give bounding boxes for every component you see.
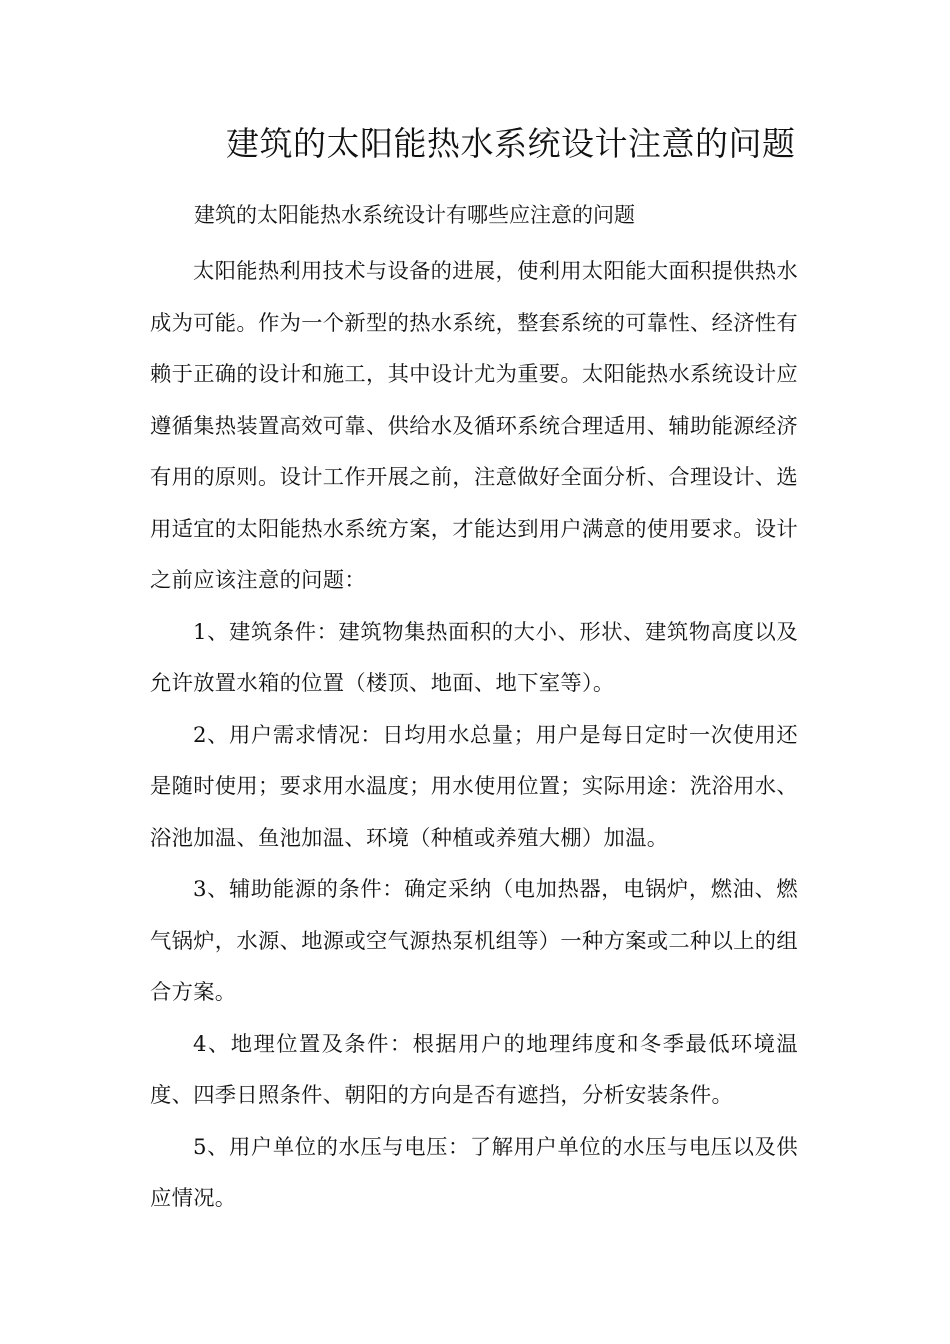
document-body [150, 246, 798, 1225]
paragraph-item-2: 2、用户需求情况：日均用水总量；用户是每日定时一次使用还是随时使用；要求用水温度；用水使用位置；实际用途：洗浴用水、浴池加温、鱼池加温、环境（种植或养殖大棚）加温。 [150, 722, 798, 851]
document-title: 建筑的太阳能热水系统设计注意的问题 [226, 124, 796, 163]
document-subtitle: 建筑的太阳能热水系统设计有哪些应注意的问题 [194, 203, 635, 227]
paragraph-item-4: 4、地理位置及条件：根据用户的地理纬度和冬季最低环境温度、四季日照条件、朝阳的方向是否有遮挡，分析安装条件。 [150, 1031, 798, 1108]
paragraph-item-5: 5、用户单位的水压与电压：了解用户单位的水压与电压以及供应情况。 [150, 1134, 798, 1211]
paragraph-item-3: 3、辅助能源的条件：确定采纳（电加热器，电锅炉，燃油、燃气锅炉，水源、地源或空气源热泵机组等）一种方案或二种以上的组合方案。 [150, 877, 798, 1005]
paragraph-item-1: 1、建筑条件：建筑物集热面积的大小、形状、建筑物高度以及允许放置水箱的位置（楼顶、地面、地下室等）。 [150, 619, 798, 696]
paragraph-intro: 太阳能热利用技术与设备的进展，使利用太阳能大面积提供热水成为可能。作为一个新型的热水系统，整套系统的可靠性、经济性有赖于正确的设计和施工，其中设计尤为重要。太阳能热水系统设计应遵循集热装置高效可靠、供给水及循环系统合理适用、辅助能源经济有用的原则。设计工作开展之前，注意做好全面分析、合理设计、选用适宜的太阳能热水系统方案，才能达到用户满意的使用要求。设计之前应该注意的问题： [150, 259, 798, 593]
